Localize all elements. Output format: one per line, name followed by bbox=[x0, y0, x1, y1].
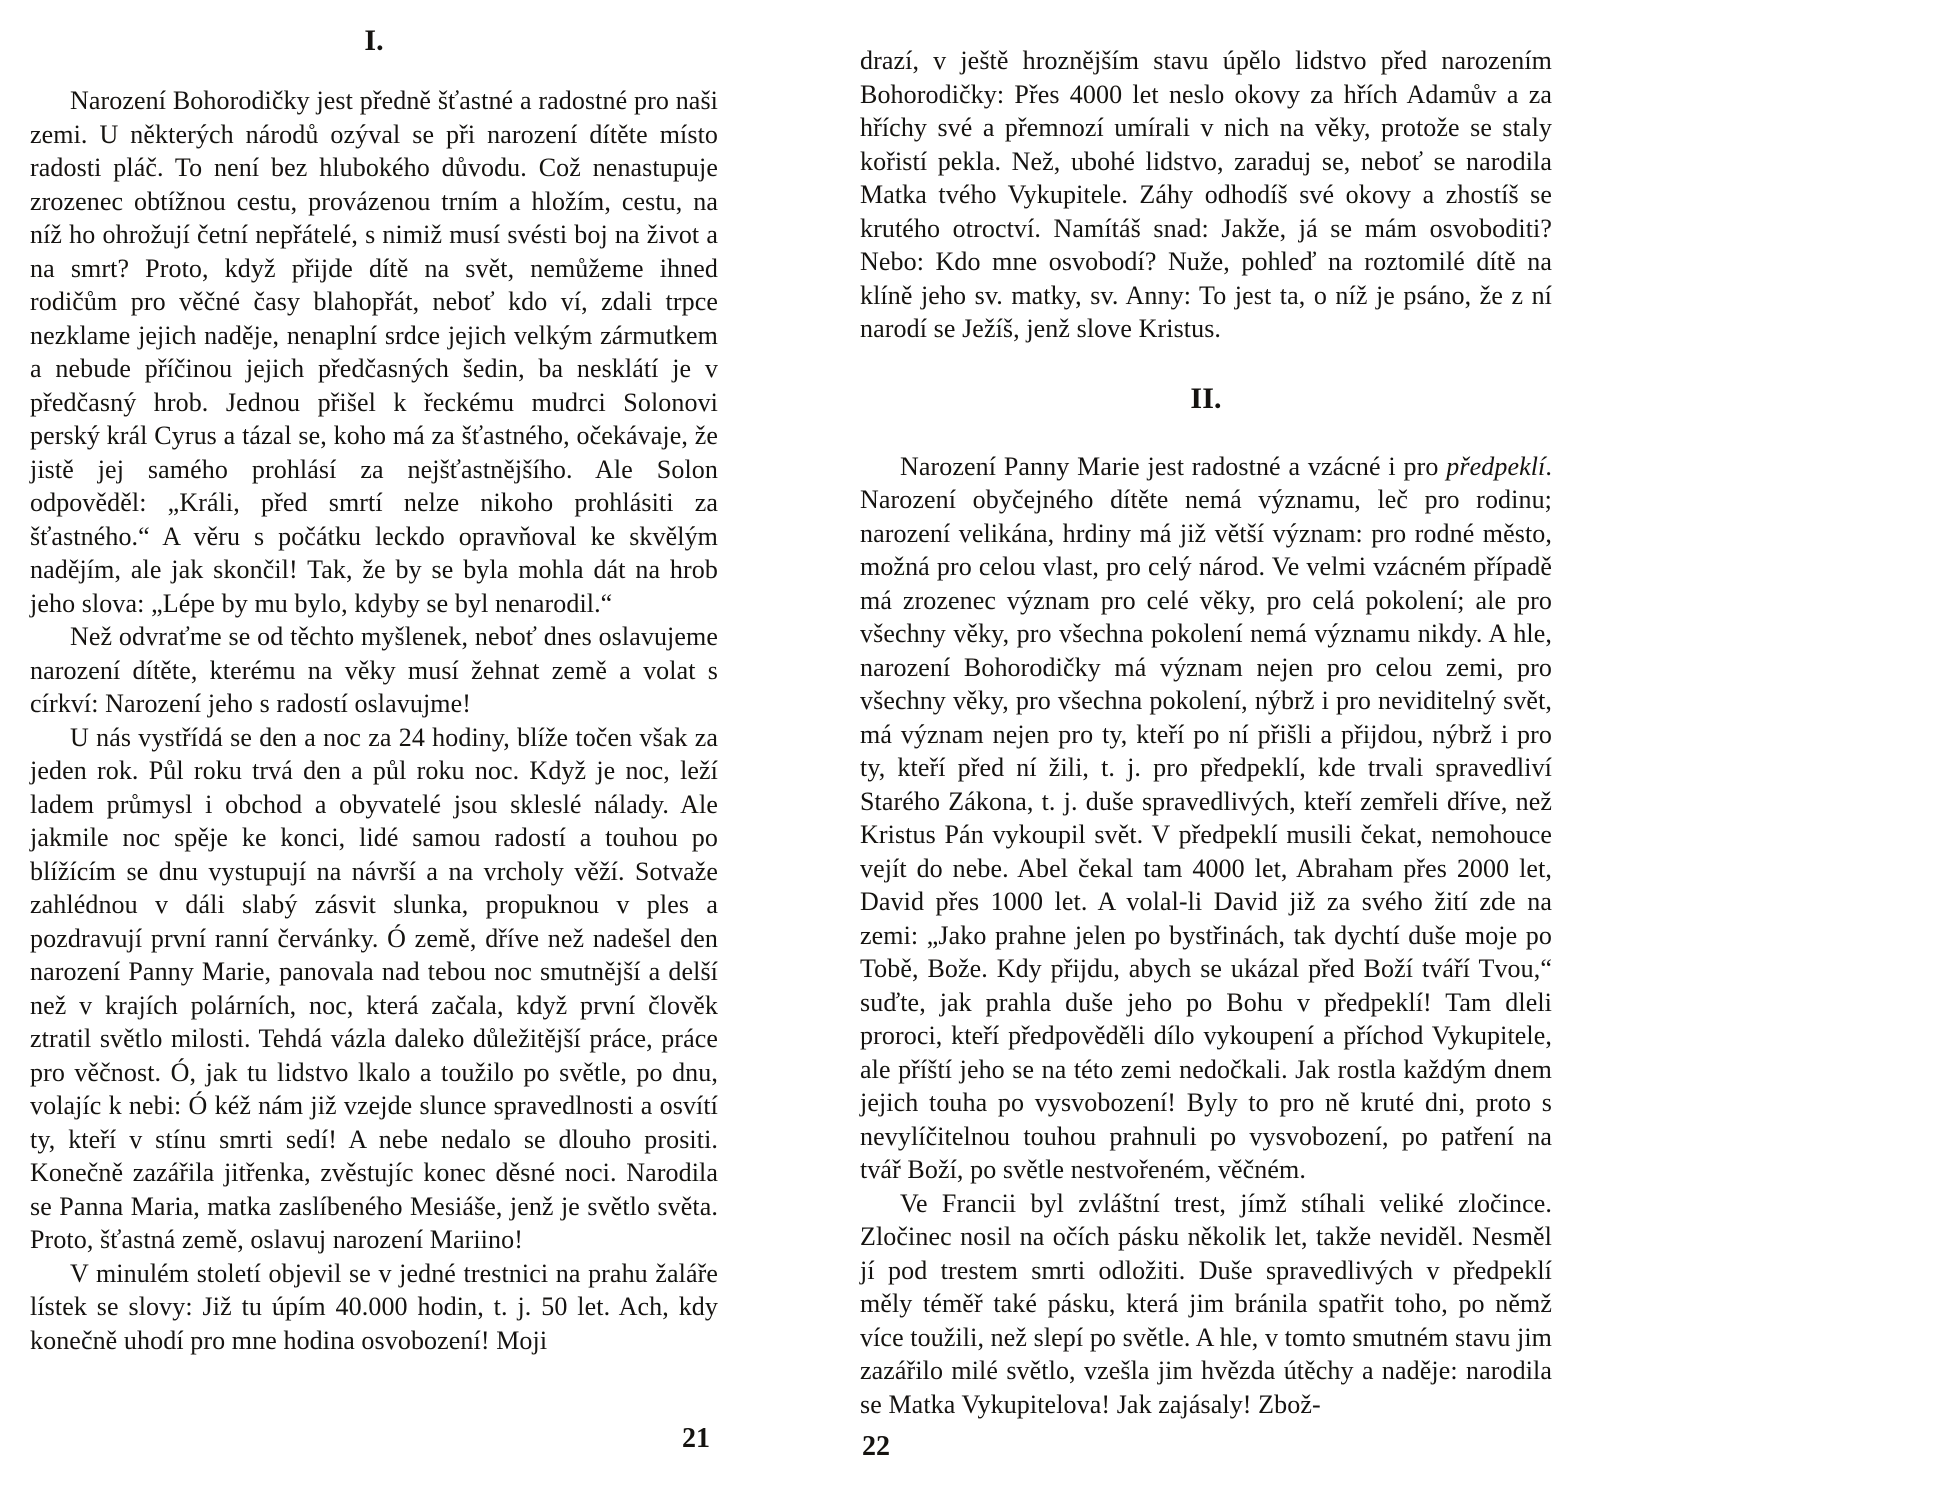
paragraph-continuation: drazí, v ještě hroznějším stavu úpělo lidstvo před narozením Bohorodičky: Přes 4000 let neslo okovy za hřích Adamův a za hříchy své a přemnozí umírali v nich na věky, protože se staly kořistí pekla. Než, ubohé lidstvo, zaraduj se, neboť se narodila Matka tvého Vykupitele. Záhy odhodíš své okovy a zhostíš se krutého otroctví. Namítáš snad: Jakže, já se mám osvoboditi? Nebo: Kdo mne osvobodí? Nuže, pohleď na roztomilé dítě na klíně jeho sv. matky, sv. Anny: To jest ta, o níž je psáno, že z ní narodí se Ježíš, jenž slove Kristus. bbox=[860, 46, 1552, 343]
paragraph: Než odvraťme se od těchto myšlenek, neboť dnes oslavujeme narození dítěte, kterému na věky musí žehnat země a volat s církví: Narození jeho s radostí oslavujme! bbox=[30, 622, 718, 718]
emphasized-word: předpeklí bbox=[1446, 451, 1546, 481]
paragraph-text-segment: Narození Panny Marie jest radostné a vzácné i pro bbox=[900, 451, 1447, 481]
page-right-text-column bbox=[860, 44, 1552, 1421]
paragraph: U nás vystřídá se den a noc za 24 hodiny, blíže točen však za jeden rok. Půl roku trvá den a půl roku noc. Když je noc, leží ladem průmysl i obchod a obyvatelé jsou skleslé nálady. Ale jakmile noc spěje ke konci, lidé samou radostí a touhou po blížícím se dnu vystupují na návrší a na vrcholy věží. Sotvaže zahlédnou v dáli slabý zásvit slunka, propuknou v ples a pozdravují první ranní červánky. Ó země, dříve než nadešel den narození Panny Marie, panovala nad tebou noc smutnější a delší než v krajích polárních, noc, která začala, když první člověk ztratil světlo milosti. Tehdá vázla daleko důležitější práce, práce pro věčnost. Ó, jak tu lidstvo lkalo a toužilo po světle, po dnu, volajíc k nebi: Ó kéž nám již vzejde slunce spravedlnosti a osvítí ty, kteří v stínu smrti sedí! A nebe nedalo se dlouho prositi. Konečně zazářila jitřenka, zvěstujíc konec děsné noci. Narodila se Panna Maria, matka zaslíbeného Mesiáše, jenž je světlo světa. Proto, šťastná země, oslavuj narození Mariino! bbox=[30, 722, 718, 1254]
paragraph bbox=[860, 450, 1552, 1187]
section-heading-1: I. bbox=[364, 24, 384, 57]
section-heading-2: II. bbox=[1190, 381, 1222, 415]
page-number-left: 21 bbox=[682, 1423, 710, 1454]
paragraph: Ve Francii byl zvláštní trest, jímž stíhali veliké zločince. Zločinec nosil na očích pásku několik let, takže neviděl. Nesměl jí pod trestem smrti odložiti. Duše spravedlivých v předpeklí měly téměř také pásku, která jim bránila spatřit toho, po němž více toužili, než slepí po světle. A hle, v tomto smutném stavu jim zazářilo milé světlo, vzešla jim hvězda útěchy a naděje: narodila se Matka Vykupitelova! Jak zajásaly! Zbož- bbox=[860, 1188, 1552, 1419]
paragraph: Narození Bohorodičky jest předně šťastné a radostné pro naši zemi. U některých národů ozýval se při narození dítěte místo radosti pláč. To není bez hlubokého důvodu. Což nenastupuje zrozenec obtížnou cestu, provázenou trním a hložím, cestu, na níž ho ohrožují četní nepřátelé, s nimiž musí svésti boj na život a na smrt? Proto, když přijde dítě na svět, nemůžeme ihned rodičům pro věčné časy blahopřát, neboť kdo ví, zdali trpce nezklame jejich naděje, nenaplní srdce jejich velkým zármutkem a nebude příčinou jejich předčasných šedin, ba nesklátí je v předčasný hrob. Jednou přišel k řeckému mudrci Solonovi perský král Cyrus a tázal se, koho má za šťastného, očekávaje, že jistě jej samého prohlásí za nejšťastnějšího. Ale Solon odpověděl: „Králi, před smrtí nelze nikoho prohlásiti za šťastného.“ A věru s počátku leckdo opravňoval ke skvělým nadějím, ale jak skončil! Tak, že by se byla mohla dát na hrob jeho slova: „Lépe by mu bylo, kdyby se byl nenarodil.“ bbox=[30, 86, 718, 618]
page-number-right: 22 bbox=[862, 1431, 890, 1462]
paragraph: V minulém století objevil se v jedné trestnici na prahu žaláře lístek se slovy: Již tu úpím 40.000 hodin, t. j. 50 let. Ach, kdy konečně uhodí pro mne hodina osvobození! Moji bbox=[30, 1258, 718, 1355]
paragraph-text-segment: . Narození obyčejného dítěte nemá významu, leč pro rodinu; narození velikána, hrdiny má již větší význam: pro rodné město, možná pro celou vlast, pro celý národ. Ve velmi vzácném případě má zrozenec význam pro celé věky, pro celá pokolení; ale pro všechny věky, pro všechna pokolení nemá významu nikdy. A hle, narození Bohorodičky má význam nejen pro celou zemi, pro všechny věky, pro všechna pokolení, nýbrž i pro neviditelný svět, má význam nejen pro ty, kteří po ní přišli a přijdou, nýbrž i pro ty, kteří před ní žili, t. j. pro předpeklí, kde trvali spravedliví Starého Zákona, t. j. duše spravedlivých, kteří zemřeli dříve, než Kristus Pán vykoupil svět. V předpeklí musili čekat, nemohouce vejít do nebe. Abel čekal tam 4000 let, Abraham přes 2000 let, David přes 1000 let. A volal-li David již za svého žití zde na zemi: „Jako prahne jelen po bystřinách, tak dychtí duše moje po Tobě, Bože. Kdy přijdu, abych se ukázal před Boží tváří Tvou,“ suďte, jak prahla duše jeho po Bohu v předpeklí! Tam dleli proroci, kteří předpověděli dílo vykoupení a příchod Vykupitele, ale příští jeho se na této zemi nedočkali. Jak rostla každým dnem jejich touha po vysvobození! Byly to pro ně kruté dni, proto s nevylíčitelnou touhou prahnuli po vysvobození, po patření na tvář Boží, po světle nestvořeném, věčném. bbox=[860, 451, 1552, 1184]
page-left-text-column bbox=[30, 24, 718, 1357]
